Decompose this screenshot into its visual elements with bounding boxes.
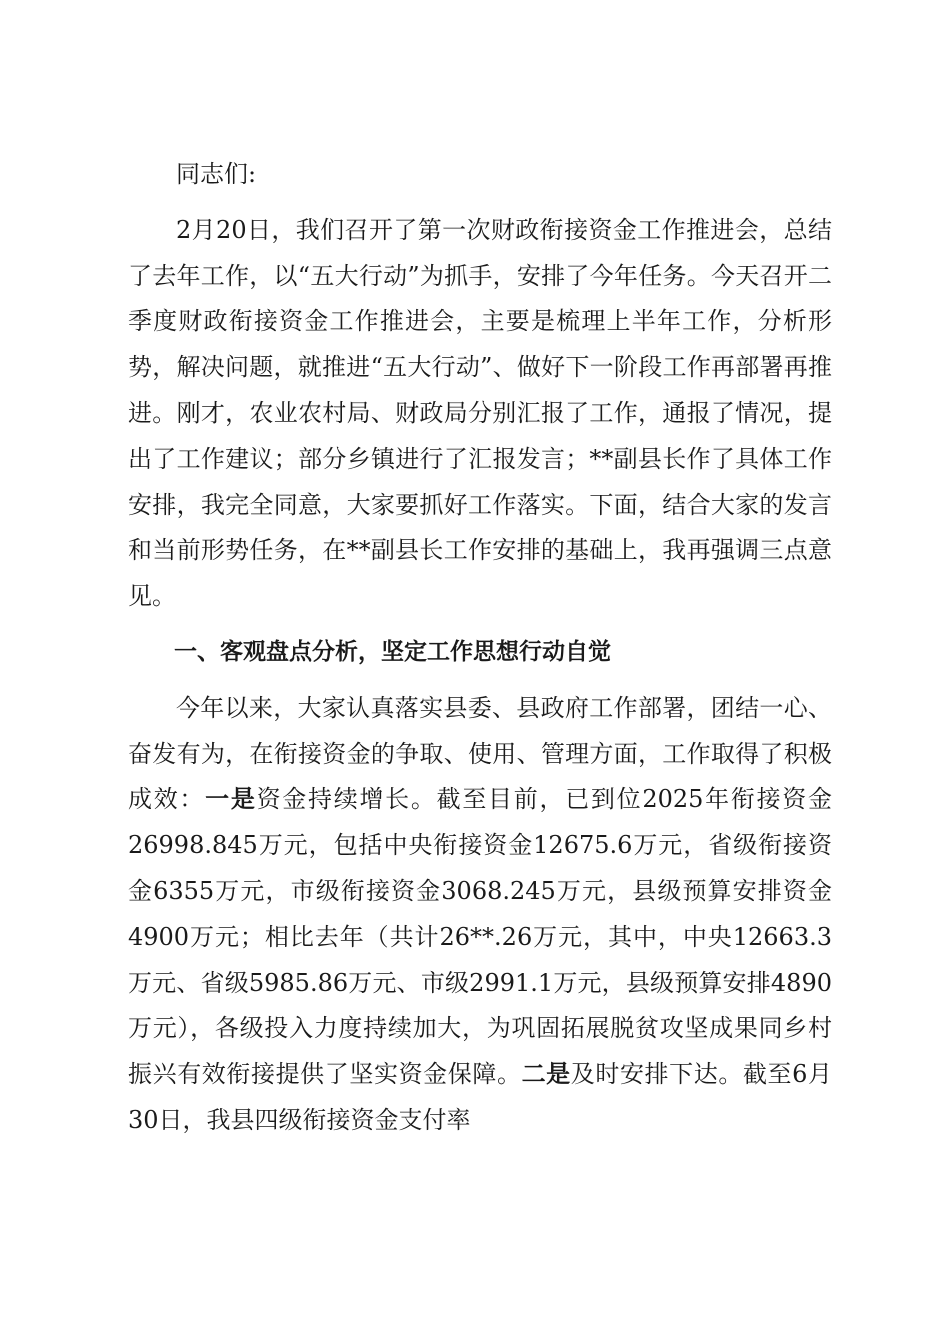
- intro-paragraph: 2月20日，我们召开了第一次财政衔接资金工作推进会，总结了去年工作，以“五大行动”为抓手，安排了今年任务。今天召开二季度财政衔接资金工作推进会，主要是梳理上半年工作，分析形势，解决问题，就推进“五大行动”、做好下一阶段工作再部署再推进。刚才，农业农村局、财政局分别汇报了工作，通报了情况，提出了工作建议；部分乡镇进行了汇报发言；**副县长作了具体工作安排，我完全同意，大家要抓好工作落实。下面，结合大家的发言和当前形势任务，在**副县长工作安排的基础上，我再强调三点意见。: [128, 215, 832, 611]
- document-page: [128, 152, 832, 1154]
- section-1-paragraph: [128, 686, 832, 1144]
- point-marker-2: 二是: [521, 1060, 571, 1089]
- section-1-text-c: 及时安排下达。截至6月30日，我县四级衔接资金支付率: [128, 1060, 833, 1134]
- section-1-text-b: 资金持续增长。截至目前，已到位2025年衔接资金26998.845万元，包括中央衔接资金12675.6万元，省级衔接资金6355万元，市级衔接资金3068.245万元，县级预算安排资金4900万元；相比去年（共计26**.26万元，其中，中央12663.3万元、省级5985.86万元、市级2991.1万元，县级预算安排4890万元），各级投入力度持续加大，为巩固拓展脱贫攻坚成果同乡村振兴有效衔接提供了坚实资金保障。: [128, 785, 833, 1089]
- point-marker-1: 一是: [205, 785, 257, 814]
- section-1-text-a: 今年以来，大家认真落实县委、县政府工作部署，团结一心、奋发有为，在衔接资金的争取、使用、管理方面，工作取得了积极成效：: [128, 693, 832, 814]
- salutation: 同志们:: [176, 160, 257, 188]
- section-heading-1: 一、客观盘点分析，坚定工作思想行动自觉: [174, 638, 611, 665]
